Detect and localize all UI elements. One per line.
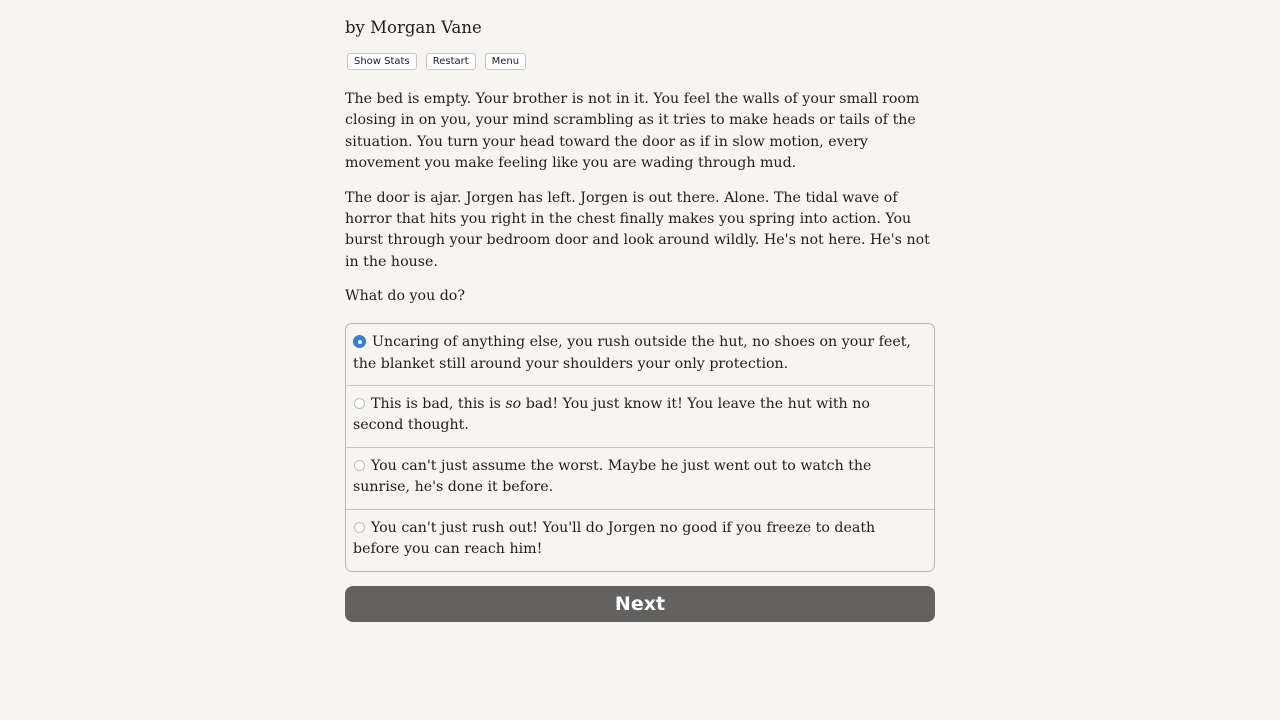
choice-text: Uncaring of anything else, you rush outside the hut, no shoes on your feet, the blanket still around your shoulders your only protection. [353,334,911,372]
choice-text-start: This is bad, this is [371,396,506,413]
choice-text-end: bad! You just know it! You leave the hut with no second thought. [353,396,870,434]
story-paragraph: The door is ajar. Jorgen has left. Jorgen is out there. Alone. The tidal wave of horror that hits you right in the chest finally makes you spring into action. You burst through your bedroom door and look around wildly. He's not here. He's not in the house. [345,189,930,270]
toolbar [347,53,935,70]
choice-option-2[interactable] [346,385,934,447]
choice-option-3[interactable] [346,447,934,509]
show-stats-button[interactable]: Show Stats [347,53,417,70]
choice-text-emphasis: so [505,396,522,413]
radio-selected-icon[interactable] [353,335,366,348]
menu-button[interactable]: Menu [485,53,526,70]
choice-option-1[interactable] [346,324,934,385]
game-container [345,0,935,622]
choice-text: You can't just rush out! You'll do Jorgen no good if you freeze to death before you can reach him! [353,519,876,558]
radio-empty-icon[interactable] [354,522,365,533]
radio-empty-icon[interactable] [354,398,365,409]
restart-button[interactable]: Restart [426,53,476,70]
choice-option-4[interactable] [346,509,934,571]
radio-empty-icon[interactable] [354,460,365,471]
next-button[interactable]: Next [345,586,935,622]
story-text [345,89,935,273]
choice-text: You can't just assume the worst. Maybe he just went out to watch the sunrise, he's done it before. [353,457,872,496]
choice-prompt: What do you do? [345,288,465,305]
story-paragraph: The bed is empty. Your brother is not in it. You feel the walls of your small room closing in on you, your mind scrambling as it tries to make heads or tails of the situation. You turn your head toward the door as if in slow motion, every movement you make feeling like you are wading through mud. [345,91,920,172]
choice-list [345,323,935,571]
author-byline: by Morgan Vane [345,18,482,37]
